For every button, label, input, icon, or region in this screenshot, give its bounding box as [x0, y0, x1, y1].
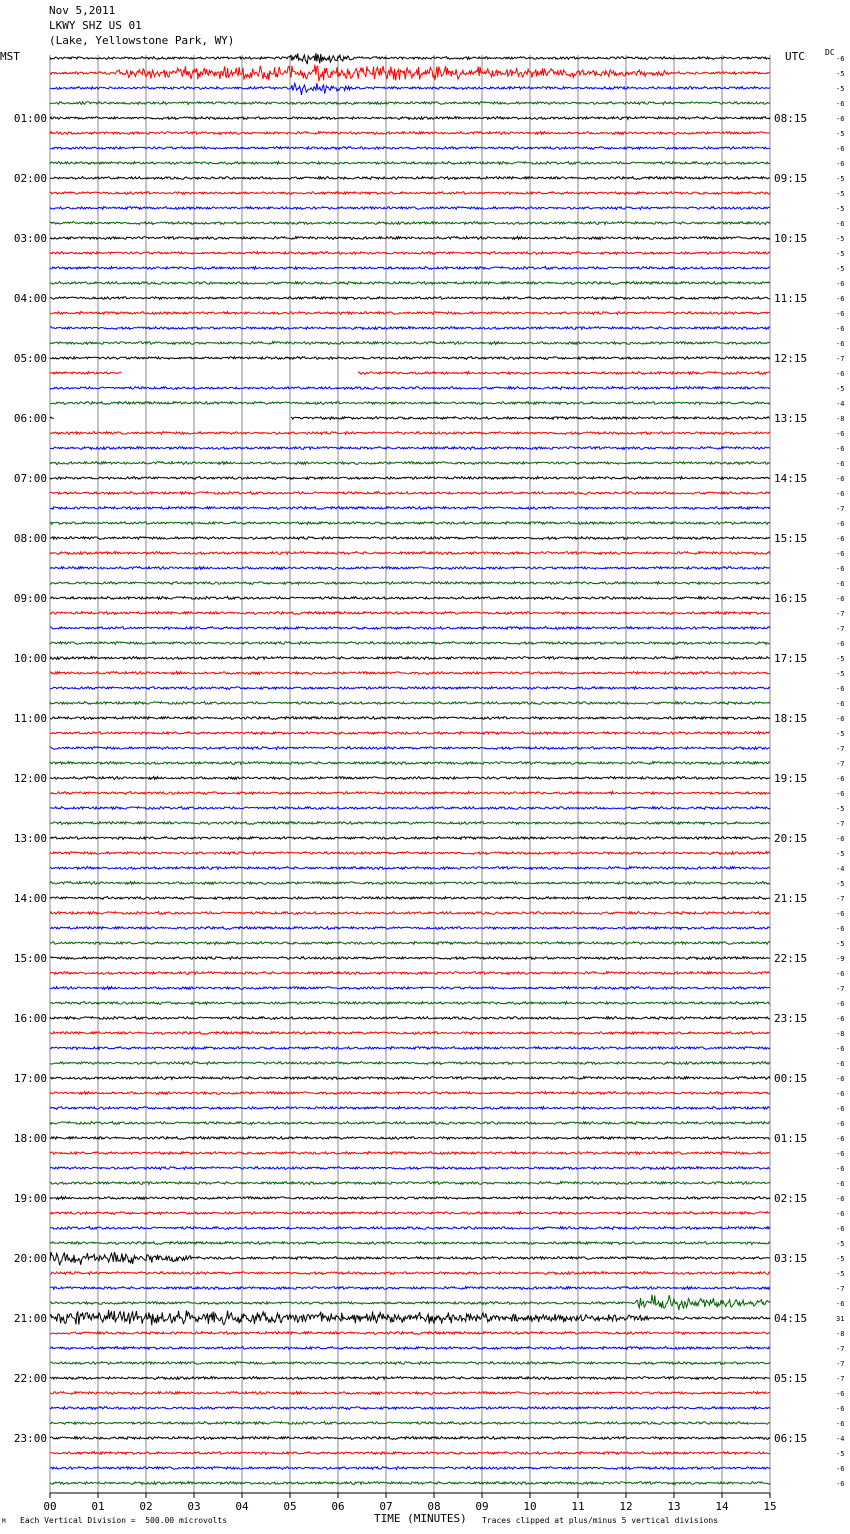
dc-offset-label: -7 — [836, 625, 845, 633]
trace-line-79 — [50, 1242, 770, 1245]
hour-label-mst: 01:00 — [13, 112, 47, 125]
dc-offset-label: -5 — [836, 235, 845, 243]
trace-line-70 — [50, 1107, 770, 1110]
trace-line-44 — [50, 717, 770, 720]
dc-offset-label: -6 — [836, 1210, 845, 1218]
trace-line-11 — [50, 222, 770, 225]
hour-label-mst: 13:00 — [13, 832, 47, 845]
hour-label-mst: 22:00 — [13, 1372, 47, 1385]
dc-offset-label: -6 — [836, 1150, 845, 1158]
trace-line-61 — [50, 972, 770, 975]
trace-line-68 — [50, 1077, 770, 1080]
station-code: LKWY SHZ US 01 — [49, 19, 142, 32]
x-axis-title: TIME (MINUTES) — [374, 1512, 467, 1525]
trace-line-3 — [50, 102, 770, 105]
trace-line-91 — [50, 1422, 770, 1425]
dc-offset-label: -6 — [836, 1465, 845, 1473]
x-tick-label-07: 07 — [379, 1500, 393, 1513]
trace-line-63 — [50, 1002, 770, 1005]
hour-label-mst: 17:00 — [13, 1072, 47, 1085]
dc-offset-label: -6 — [836, 1165, 845, 1173]
trace-line-10 — [50, 207, 770, 210]
dc-offset-label: -5 — [836, 805, 845, 813]
trace-line-81 — [50, 1272, 770, 1275]
hour-label-utc: 13:15 — [774, 412, 808, 425]
recording-date: Nov 5,2011 — [49, 4, 116, 17]
dc-offset-label: -6 — [836, 970, 845, 978]
dc-offset-label: -8 — [836, 415, 845, 423]
dc-offset-label: -7 — [836, 985, 845, 993]
hour-label-utc: 00:15 — [774, 1072, 808, 1085]
trace-line-21 — [50, 372, 770, 375]
dc-offset-label: -5 — [836, 850, 845, 858]
x-tick-label-06: 06 — [331, 1500, 345, 1513]
dc-offset-label: -6 — [836, 220, 845, 228]
hour-label-utc: 05:15 — [774, 1372, 808, 1385]
trace-line-32 — [50, 537, 770, 540]
dc-offset-label: -6 — [836, 340, 845, 348]
dc-offset-label: -6 — [836, 1060, 845, 1068]
dc-offset-label: -5 — [836, 730, 845, 738]
trace-line-90 — [50, 1407, 770, 1410]
dc-offset-label: -7 — [836, 505, 845, 513]
dc-offset-label: -5 — [836, 205, 845, 213]
hour-label-utc: 21:15 — [774, 892, 808, 905]
trace-line-83 — [50, 1295, 770, 1311]
dc-offset-label: -4 — [836, 1435, 845, 1443]
left-timezone-label: MST — [0, 50, 20, 63]
trace-line-50 — [50, 807, 770, 810]
hour-label-utc: 18:15 — [774, 712, 808, 725]
dc-offset-label: -6 — [836, 715, 845, 723]
dc-offset-label: -6 — [836, 100, 845, 108]
trace-line-7 — [50, 162, 770, 165]
trace-line-25 — [50, 432, 770, 435]
hour-label-utc: 23:15 — [774, 1012, 808, 1025]
trace-line-0 — [50, 53, 770, 64]
hour-label-utc: 09:15 — [774, 172, 808, 185]
trace-line-22 — [50, 387, 770, 390]
trace-line-20 — [50, 357, 770, 360]
dc-offset-label: -6 — [836, 1195, 845, 1203]
dc-offset-label: -5 — [836, 655, 845, 663]
dc-offset-label: -6 — [836, 835, 845, 843]
trace-line-65 — [50, 1032, 770, 1035]
dc-offset-label: -6 — [836, 550, 845, 558]
trace-line-86 — [50, 1347, 770, 1350]
x-tick-label-03: 03 — [187, 1500, 201, 1513]
dc-offset-label: -6 — [836, 430, 845, 438]
dc-offset-label: -6 — [836, 460, 845, 468]
hour-label-utc: 01:15 — [774, 1132, 808, 1145]
dc-offset-label: -7 — [836, 820, 845, 828]
dc-offset-label: -8 — [836, 1030, 845, 1038]
x-tick-label-10: 10 — [523, 1500, 537, 1513]
dc-offset-label: -6 — [836, 535, 845, 543]
axis-labels — [14, 55, 845, 1513]
dc-offset-label: -6 — [836, 685, 845, 693]
dc-offset-label: -5 — [836, 940, 845, 948]
dc-offset-label: -7 — [836, 760, 845, 768]
trace-line-75 — [50, 1182, 770, 1185]
dc-offset-label: -6 — [836, 490, 845, 498]
trace-line-53 — [50, 852, 770, 855]
dc-offset-label: -4 — [836, 865, 845, 873]
hour-label-utc: 22:15 — [774, 952, 808, 965]
hour-label-utc: 19:15 — [774, 772, 808, 785]
hour-label-utc: 02:15 — [774, 1192, 808, 1205]
trace-line-49 — [50, 792, 770, 795]
x-tick-label-11: 11 — [571, 1500, 585, 1513]
x-tick-label-15: 15 — [763, 1500, 777, 1513]
hour-label-utc: 14:15 — [774, 472, 808, 485]
trace-line-19 — [50, 342, 770, 345]
x-tick-label-13: 13 — [667, 1500, 681, 1513]
dc-offset-label: -6 — [836, 1090, 845, 1098]
dc-offset-label: -7 — [836, 355, 845, 363]
trace-line-89 — [50, 1392, 770, 1395]
trace-line-41 — [50, 672, 770, 675]
trace-line-69 — [50, 1092, 770, 1095]
trace-line-13 — [50, 252, 770, 255]
x-tick-label-04: 04 — [235, 1500, 249, 1513]
hour-label-mst: 02:00 — [13, 172, 47, 185]
dc-offset-label: -6 — [836, 1000, 845, 1008]
trace-line-56 — [50, 897, 770, 900]
dc-offset-label: -7 — [836, 1360, 845, 1368]
hour-label-utc: 11:15 — [774, 292, 808, 305]
dc-offset-label: -5 — [836, 85, 845, 93]
dc-offset-label: -6 — [836, 1135, 845, 1143]
dc-offset-label: -6 — [836, 475, 845, 483]
trace-line-8 — [50, 177, 770, 180]
dc-offset-label: -6 — [836, 790, 845, 798]
dc-offset-label: -5 — [836, 250, 845, 258]
hour-label-utc: 20:15 — [774, 832, 808, 845]
dc-offset-label: -6 — [836, 1180, 845, 1188]
corner-mark: M — [2, 1518, 6, 1525]
trace-line-9 — [50, 192, 770, 195]
dc-offset-label: -6 — [836, 145, 845, 153]
dc-offset-label: -6 — [836, 775, 845, 783]
trace-line-28 — [50, 477, 770, 480]
dc-offset-label: -7 — [836, 745, 845, 753]
trace-line-16 — [50, 297, 770, 300]
dc-offset-label: -5 — [836, 1270, 845, 1278]
hour-label-mst: 08:00 — [13, 532, 47, 545]
hour-label-mst: 03:00 — [13, 232, 47, 245]
trace-line-64 — [50, 1017, 770, 1020]
trace-line-5 — [50, 132, 770, 135]
dc-offset-label: -6 — [836, 445, 845, 453]
dc-offset-label: -6 — [836, 1405, 845, 1413]
hour-label-utc: 17:15 — [774, 652, 808, 665]
x-tick-label-02: 02 — [139, 1500, 153, 1513]
hour-label-mst: 10:00 — [13, 652, 47, 665]
hour-label-utc: 10:15 — [774, 232, 808, 245]
x-tick-label-01: 01 — [91, 1500, 105, 1513]
dc-offset-label: -5 — [836, 670, 845, 678]
dc-offset-label: -6 — [836, 1105, 845, 1113]
dc-offset-label: -6 — [836, 1075, 845, 1083]
trace-line-62 — [50, 987, 770, 990]
dc-offset-label: -5 — [836, 880, 845, 888]
dc-offset-label: -6 — [836, 910, 845, 918]
trace-line-55 — [50, 882, 770, 885]
x-tick-label-09: 09 — [475, 1500, 489, 1513]
dc-offset-label: -6 — [836, 1120, 845, 1128]
dc-offset-label: -5 — [836, 70, 845, 78]
trace-line-24 — [50, 417, 770, 420]
dc-offset-label: -6 — [836, 520, 845, 528]
hour-label-mst: 23:00 — [13, 1432, 47, 1445]
trace-line-34 — [50, 567, 770, 570]
dc-offset-label: -5 — [836, 1240, 845, 1248]
dc-offset-label: -6 — [836, 160, 845, 168]
dc-offset-label: -6 — [836, 700, 845, 708]
trace-line-58 — [50, 927, 770, 930]
x-tick-label-08: 08 — [427, 1500, 441, 1513]
dc-offset-label: -9 — [836, 955, 845, 963]
right-timezone-label: UTC — [785, 50, 805, 63]
dc-offset-label: -6 — [836, 640, 845, 648]
trace-line-26 — [50, 447, 770, 450]
hour-label-mst: 04:00 — [13, 292, 47, 305]
hour-label-utc: 03:15 — [774, 1252, 808, 1265]
hour-label-mst: 11:00 — [13, 712, 47, 725]
trace-line-31 — [50, 522, 770, 525]
hour-label-utc: 06:15 — [774, 1432, 808, 1445]
hour-label-utc: 15:15 — [774, 532, 808, 545]
trace-line-37 — [50, 612, 770, 615]
trace-line-6 — [50, 147, 770, 150]
dc-offset-label: -8 — [836, 1330, 845, 1338]
trace-line-45 — [50, 732, 770, 735]
trace-line-54 — [50, 867, 770, 870]
dc-offset-label: -6 — [836, 1225, 845, 1233]
trace-line-2 — [50, 83, 770, 95]
dc-offset-label: -7 — [836, 1375, 845, 1383]
trace-line-36 — [50, 597, 770, 600]
trace-line-73 — [50, 1152, 770, 1155]
trace-line-59 — [50, 942, 770, 945]
trace-line-12 — [50, 237, 770, 240]
trace-line-15 — [50, 282, 770, 285]
seismic-traces — [50, 53, 770, 1484]
dc-offset-label: -6 — [836, 295, 845, 303]
trace-line-18 — [50, 327, 770, 330]
dc-offset-label: -6 — [836, 1420, 845, 1428]
trace-line-60 — [50, 957, 770, 960]
trace-line-93 — [50, 1452, 770, 1455]
dc-offset-label: -6 — [836, 1300, 845, 1308]
dc-offset-label: -7 — [836, 895, 845, 903]
hour-label-mst: 21:00 — [13, 1312, 47, 1325]
dc-offset-label: -6 — [836, 925, 845, 933]
hour-label-utc: 04:15 — [774, 1312, 808, 1325]
trace-line-40 — [50, 657, 770, 660]
dc-offset-label: -6 — [836, 55, 845, 63]
dc-offset-label: -6 — [836, 280, 845, 288]
trace-line-35 — [50, 582, 770, 585]
x-tick-label-00: 00 — [43, 1500, 57, 1513]
trace-line-43 — [50, 702, 770, 705]
trace-line-78 — [50, 1227, 770, 1230]
trace-line-17 — [50, 312, 770, 315]
hour-label-utc: 08:15 — [774, 112, 808, 125]
trace-line-71 — [50, 1122, 770, 1125]
x-tick-label-14: 14 — [715, 1500, 729, 1513]
dc-offset-label: -5 — [836, 1255, 845, 1263]
trace-line-42 — [50, 687, 770, 690]
hour-label-mst: 05:00 — [13, 352, 47, 365]
trace-line-1 — [50, 65, 770, 82]
dc-offset-label: -7 — [836, 1345, 845, 1353]
trace-line-23 — [50, 402, 770, 405]
hour-label-mst: 09:00 — [13, 592, 47, 605]
dc-offset-label: -7 — [836, 610, 845, 618]
dc-offset-label: -6 — [836, 1015, 845, 1023]
trace-line-39 — [50, 642, 770, 645]
trace-line-80 — [50, 1252, 770, 1265]
trace-line-14 — [50, 267, 770, 270]
trace-line-66 — [50, 1047, 770, 1050]
trace-line-95 — [50, 1482, 770, 1485]
dc-offset-label: -5 — [836, 385, 845, 393]
trace-line-76 — [50, 1197, 770, 1200]
dc-offset-label: -5 — [836, 1450, 845, 1458]
trace-line-67 — [50, 1062, 770, 1065]
trace-line-46 — [50, 747, 770, 750]
trace-line-48 — [50, 777, 770, 780]
trace-line-52 — [50, 837, 770, 840]
dc-offset-label: 31 — [836, 1315, 845, 1323]
dc-offset-label: -5 — [836, 265, 845, 273]
trace-line-57 — [50, 912, 770, 915]
dc-offset-label: -6 — [836, 1390, 845, 1398]
trace-line-94 — [50, 1467, 770, 1470]
trace-line-74 — [50, 1167, 770, 1170]
vertical-scale-note: Each Vertical Division = 500.00 microvolts — [20, 1516, 228, 1525]
hour-label-mst: 18:00 — [13, 1132, 47, 1145]
trace-line-33 — [50, 552, 770, 555]
clipping-note: Traces clipped at plus/minus 5 vertical divisions — [482, 1516, 719, 1525]
dc-offset-label: -6 — [836, 310, 845, 318]
trace-line-72 — [50, 1137, 770, 1140]
dc-offset-label: -6 — [836, 565, 845, 573]
hour-label-mst: 15:00 — [13, 952, 47, 965]
hour-label-mst: 16:00 — [13, 1012, 47, 1025]
dc-offset-label: -6 — [836, 1045, 845, 1053]
dc-offset-label: -4 — [836, 400, 845, 408]
x-tick-label-05: 05 — [283, 1500, 297, 1513]
trace-line-84 — [50, 1310, 770, 1325]
dc-offset-label: -6 — [836, 115, 845, 123]
trace-line-4 — [50, 117, 770, 120]
dc-offset-label: -5 — [836, 175, 845, 183]
trace-line-77 — [50, 1212, 770, 1215]
x-tick-label-12: 12 — [619, 1500, 633, 1513]
trace-line-87 — [50, 1362, 770, 1365]
station-location: (Lake, Yellowstone Park, WY) — [49, 34, 235, 47]
trace-line-30 — [50, 507, 770, 510]
hour-label-utc: 16:15 — [774, 592, 808, 605]
trace-line-92 — [50, 1437, 770, 1440]
hour-label-mst: 12:00 — [13, 772, 47, 785]
trace-line-29 — [50, 492, 770, 495]
hour-label-mst: 20:00 — [13, 1252, 47, 1265]
hour-label-mst: 06:00 — [13, 412, 47, 425]
trace-line-38 — [50, 627, 770, 630]
dc-offset-label: -6 — [836, 1480, 845, 1488]
dc-offset-label: -5 — [836, 190, 845, 198]
dc-offset-label: -6 — [836, 580, 845, 588]
hour-label-mst: 07:00 — [13, 472, 47, 485]
trace-line-27 — [50, 462, 770, 465]
trace-line-88 — [50, 1377, 770, 1380]
dc-offset-label: -6 — [836, 595, 845, 603]
dc-offset-label: -7 — [836, 1285, 845, 1293]
hour-label-mst: 19:00 — [13, 1192, 47, 1205]
hour-label-mst: 14:00 — [13, 892, 47, 905]
dc-offset-label: -6 — [836, 325, 845, 333]
trace-line-47 — [50, 762, 770, 765]
trace-line-82 — [50, 1287, 770, 1290]
dc-offset-label: -5 — [836, 130, 845, 138]
dc-offset-label: -6 — [836, 370, 845, 378]
trace-line-85 — [50, 1332, 770, 1335]
trace-line-51 — [50, 822, 770, 825]
hour-label-utc: 12:15 — [774, 352, 808, 365]
dc-offset-header: DC — [825, 48, 835, 57]
